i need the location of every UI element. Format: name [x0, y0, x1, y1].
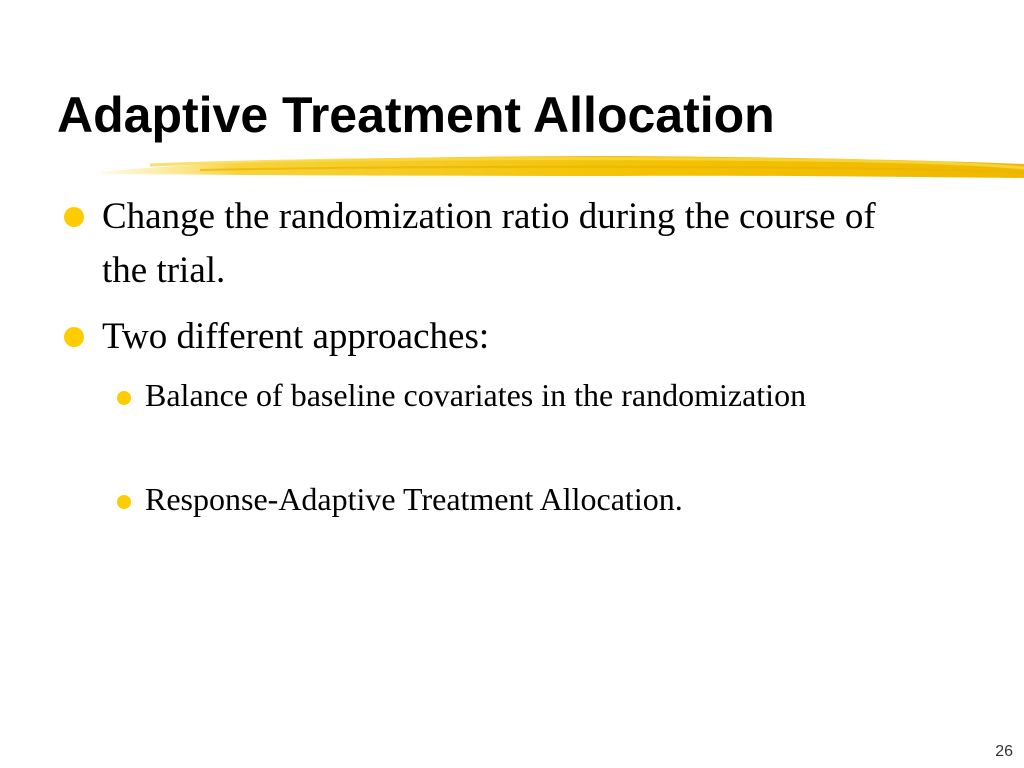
sub-bullet-dot	[117, 391, 131, 405]
sub-bullet-item: Response-Adaptive Treatment Allocation.	[145, 481, 683, 517]
sub-bullet-item: Balance of baseline covariates in the randomization	[145, 377, 807, 413]
page-number: 26	[995, 743, 1013, 760]
slide-title: Adaptive Treatment Allocation	[57, 87, 775, 143]
bullet-dot	[64, 327, 84, 347]
bullet-item: Change the randomization ratio during the course of the trial.	[102, 196, 876, 291]
bullet-dot	[64, 207, 84, 227]
bullet-item: Two different approaches:	[102, 316, 490, 357]
sub-bullet-dot	[117, 495, 131, 509]
